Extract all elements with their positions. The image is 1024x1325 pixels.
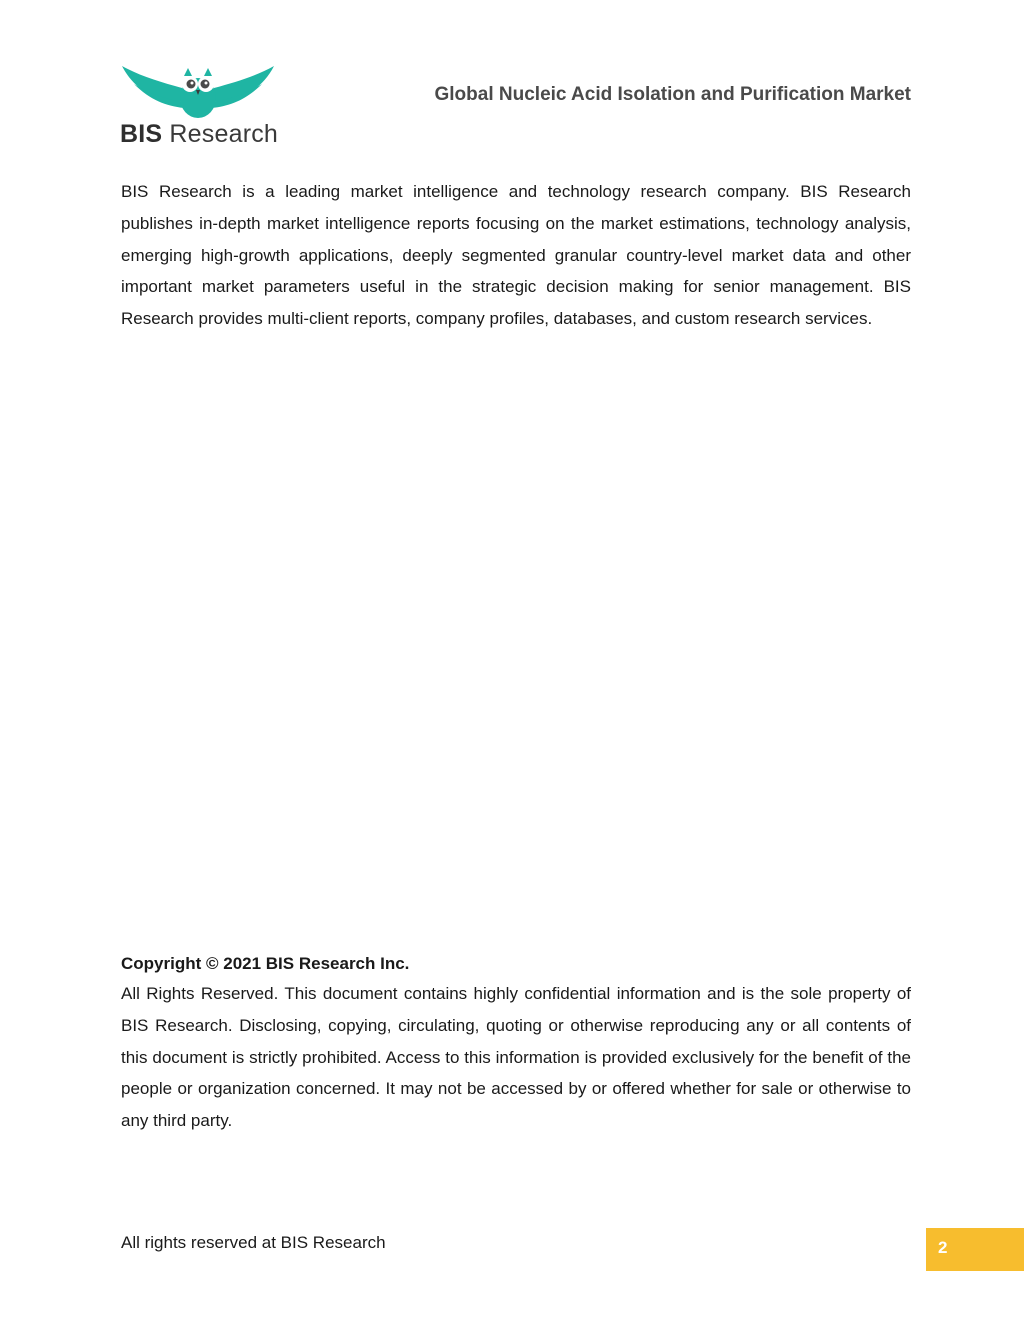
report-title: Global Nucleic Acid Isolation and Purification Market bbox=[434, 84, 911, 105]
logo-wordmark-light: Research bbox=[162, 120, 279, 148]
owl-icon bbox=[120, 62, 276, 120]
logo-wordmark bbox=[120, 120, 278, 149]
copyright-section bbox=[121, 950, 911, 1137]
bis-research-logo bbox=[120, 62, 279, 152]
page-number-badge bbox=[926, 1228, 1024, 1271]
copyright-heading: Copyright © 2021 BIS Research Inc. bbox=[121, 954, 410, 973]
copyright-text: All Rights Reserved. This document contains highly confidential information and is the sole property of BIS Research. Disclosing, copying, circulating, quoting or otherwise reproducing any or all contents of this document is strictly prohibited. Access to this information is provided exclusively for the benefit of the people or organization concerned. It may not be accessed by or offered whether for sale or otherwise to any third party. bbox=[121, 984, 911, 1131]
logo-wordmark-bold: BIS bbox=[120, 120, 163, 148]
company-description: BIS Research is a leading market intelligence and technology research company. BIS Research publishes in-depth market intelligence reports focusing on the market estimations, technology analysis, emerging high-growth applications, deeply segmented granular country-level market data and other important market parameters useful in the strategic decision making for senior management. BIS Research provides multi-client reports, company profiles, databases, and custom research services. bbox=[121, 182, 911, 329]
footer-text: All rights reserved at BIS Research bbox=[121, 1233, 386, 1252]
page-number: 2 bbox=[938, 1238, 948, 1257]
